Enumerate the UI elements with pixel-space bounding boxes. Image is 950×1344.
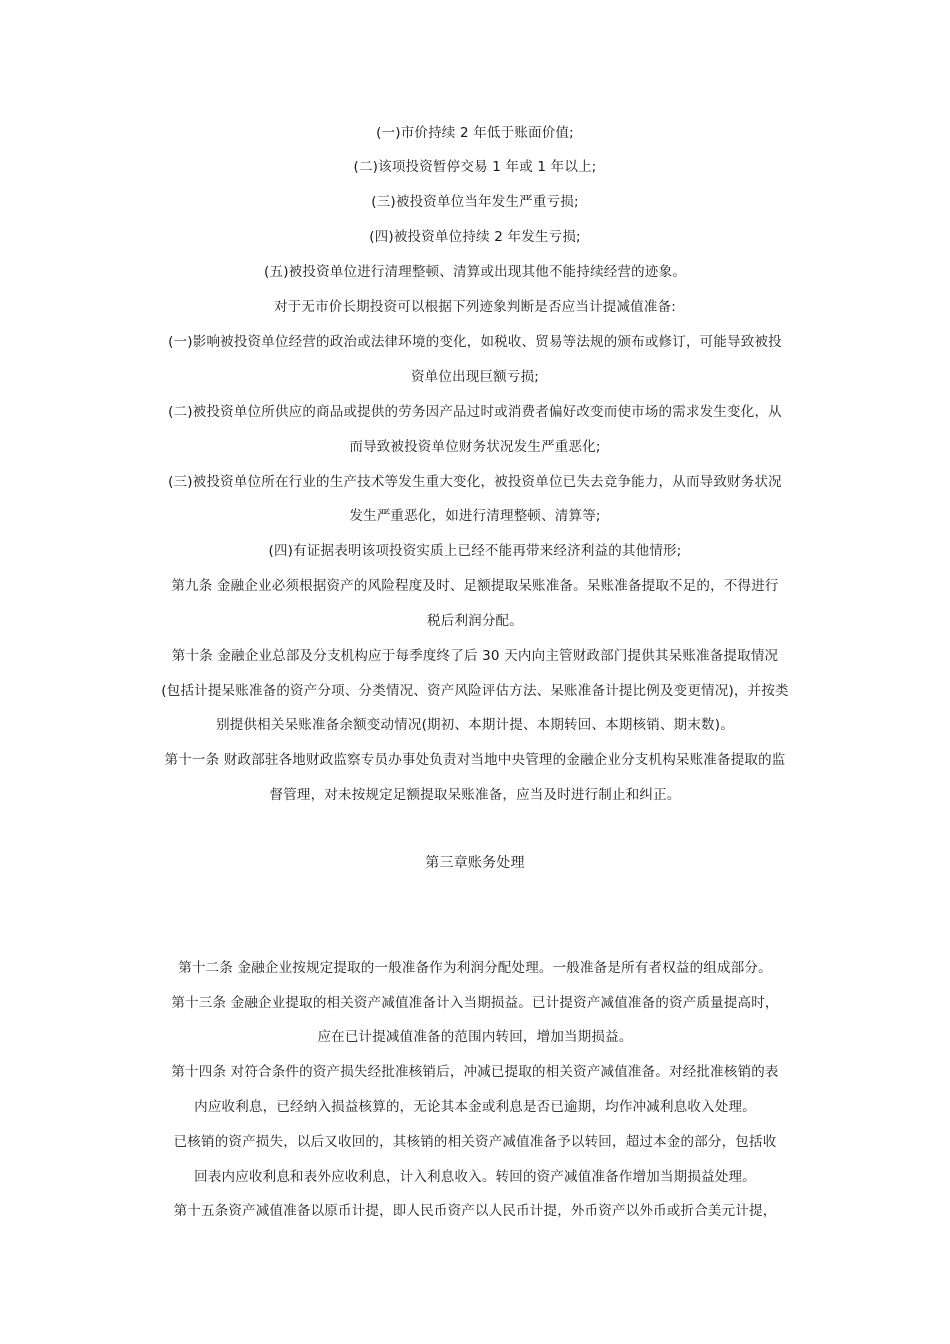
- text-line: 发生严重恶化，如进行清理整顿、清算等;: [349, 508, 601, 524]
- text-line: 第十一条 财政部驻各地财政监察专员办事处负责对当地中央管理的金融企业分支机构呆账准备提取的监: [164, 752, 786, 768]
- text-line: (二)被投资单位所供应的商品或提供的劳务因产品过时或消费者偏好改变而使市场的需求发生变化，从: [168, 404, 782, 420]
- text-line: (三)被投资单位当年发生严重亏损;: [371, 194, 579, 210]
- text-line: (一)影响被投资单位经营的政治或法律环境的变化，如税收、贸易等法规的颁布或修订，可能导致被投: [168, 334, 782, 350]
- text-line: 督管理，对未按规定足额提取呆账准备，应当及时进行制止和纠正。: [269, 787, 681, 803]
- text-line: 已核销的资产损失，以后又收回的，其核销的相关资产减值准备予以转回，超过本金的部分，包括收: [173, 1134, 777, 1150]
- text-line: 第十五条资产减值准备以原币计提，即人民币资产以人民币计提，外币资产以外币或折合美元计提，: [173, 1203, 777, 1219]
- text-line: 第十四条 对符合条件的资产损失经批准核销后，冲减已提取的相关资产减值准备。对经批准核销的表: [171, 1064, 779, 1080]
- text-line: 应在已计提减值准备的范围内转回，增加当期损益。: [317, 1029, 633, 1045]
- text-line: (包括计提呆账准备的资产分项、分类情况、资产风险评估方法、呆账准备计提比例及变更情况)，并按类: [161, 683, 789, 699]
- text-line: (四)被投资单位持续 2 年发生亏损;: [369, 229, 581, 245]
- text-line: 回表内应收利息和表外应收利息，计入利息收入。转回的资产减值准备作增加当期损益处理。: [194, 1169, 756, 1185]
- text-line: 第九条 金融企业必须根据资产的风险程度及时、足额提取呆账准备。呆账准备提取不足的，不得进行: [171, 578, 779, 594]
- text-line: (四)有证据表明该项投资实质上已经不能再带来经济利益的其他情形;: [268, 543, 682, 559]
- text-line: 对于无市价长期投资可以根据下列迹象判断是否应当计提减值准备:: [273, 299, 677, 315]
- text-line: (二)该项投资暂停交易 1 年或 1 年以上;: [353, 159, 597, 175]
- text-line: 资单位出现巨额亏损;: [410, 369, 540, 385]
- text-line: 而导致被投资单位财务状况发生严重恶化;: [349, 439, 601, 455]
- text-line: 第十三条 金融企业提取的相关资产减值准备计入当期损益。已计提资产减值准备的资产质量提高时，: [171, 995, 779, 1011]
- text-line: (三)被投资单位所在行业的生产技术等发生重大变化，被投资单位已失去竞争能力，从而导致财务状况: [168, 474, 782, 490]
- text-line: 别提供相关呆账准备余额变动情况(期初、本期计提、本期转回、本期核销、期末数)。: [216, 717, 734, 733]
- text-line: 第十条 金融企业总部及分支机构应于每季度终了后 30 天内向主管财政部门提供其呆账准备提取情况: [171, 648, 779, 664]
- text-line: (一)市价持续 2 年低于账面价值;: [376, 125, 574, 141]
- text-line: 税后利润分配。: [427, 613, 523, 629]
- text-line: 第十二条 金融企业按规定提取的一般准备作为利润分配处理。一般准备是所有者权益的组成部分。: [178, 960, 772, 976]
- text-line: (五)被投资单位进行清理整顿、清算或出现其他不能持续经营的迹象。: [264, 264, 686, 280]
- text-line: 内应收利息，已经纳入损益核算的，无论其本金或利息是否已逾期，均作冲减利息收入处理。: [194, 1099, 756, 1115]
- chapter-heading: 第三章账务处理: [425, 855, 525, 871]
